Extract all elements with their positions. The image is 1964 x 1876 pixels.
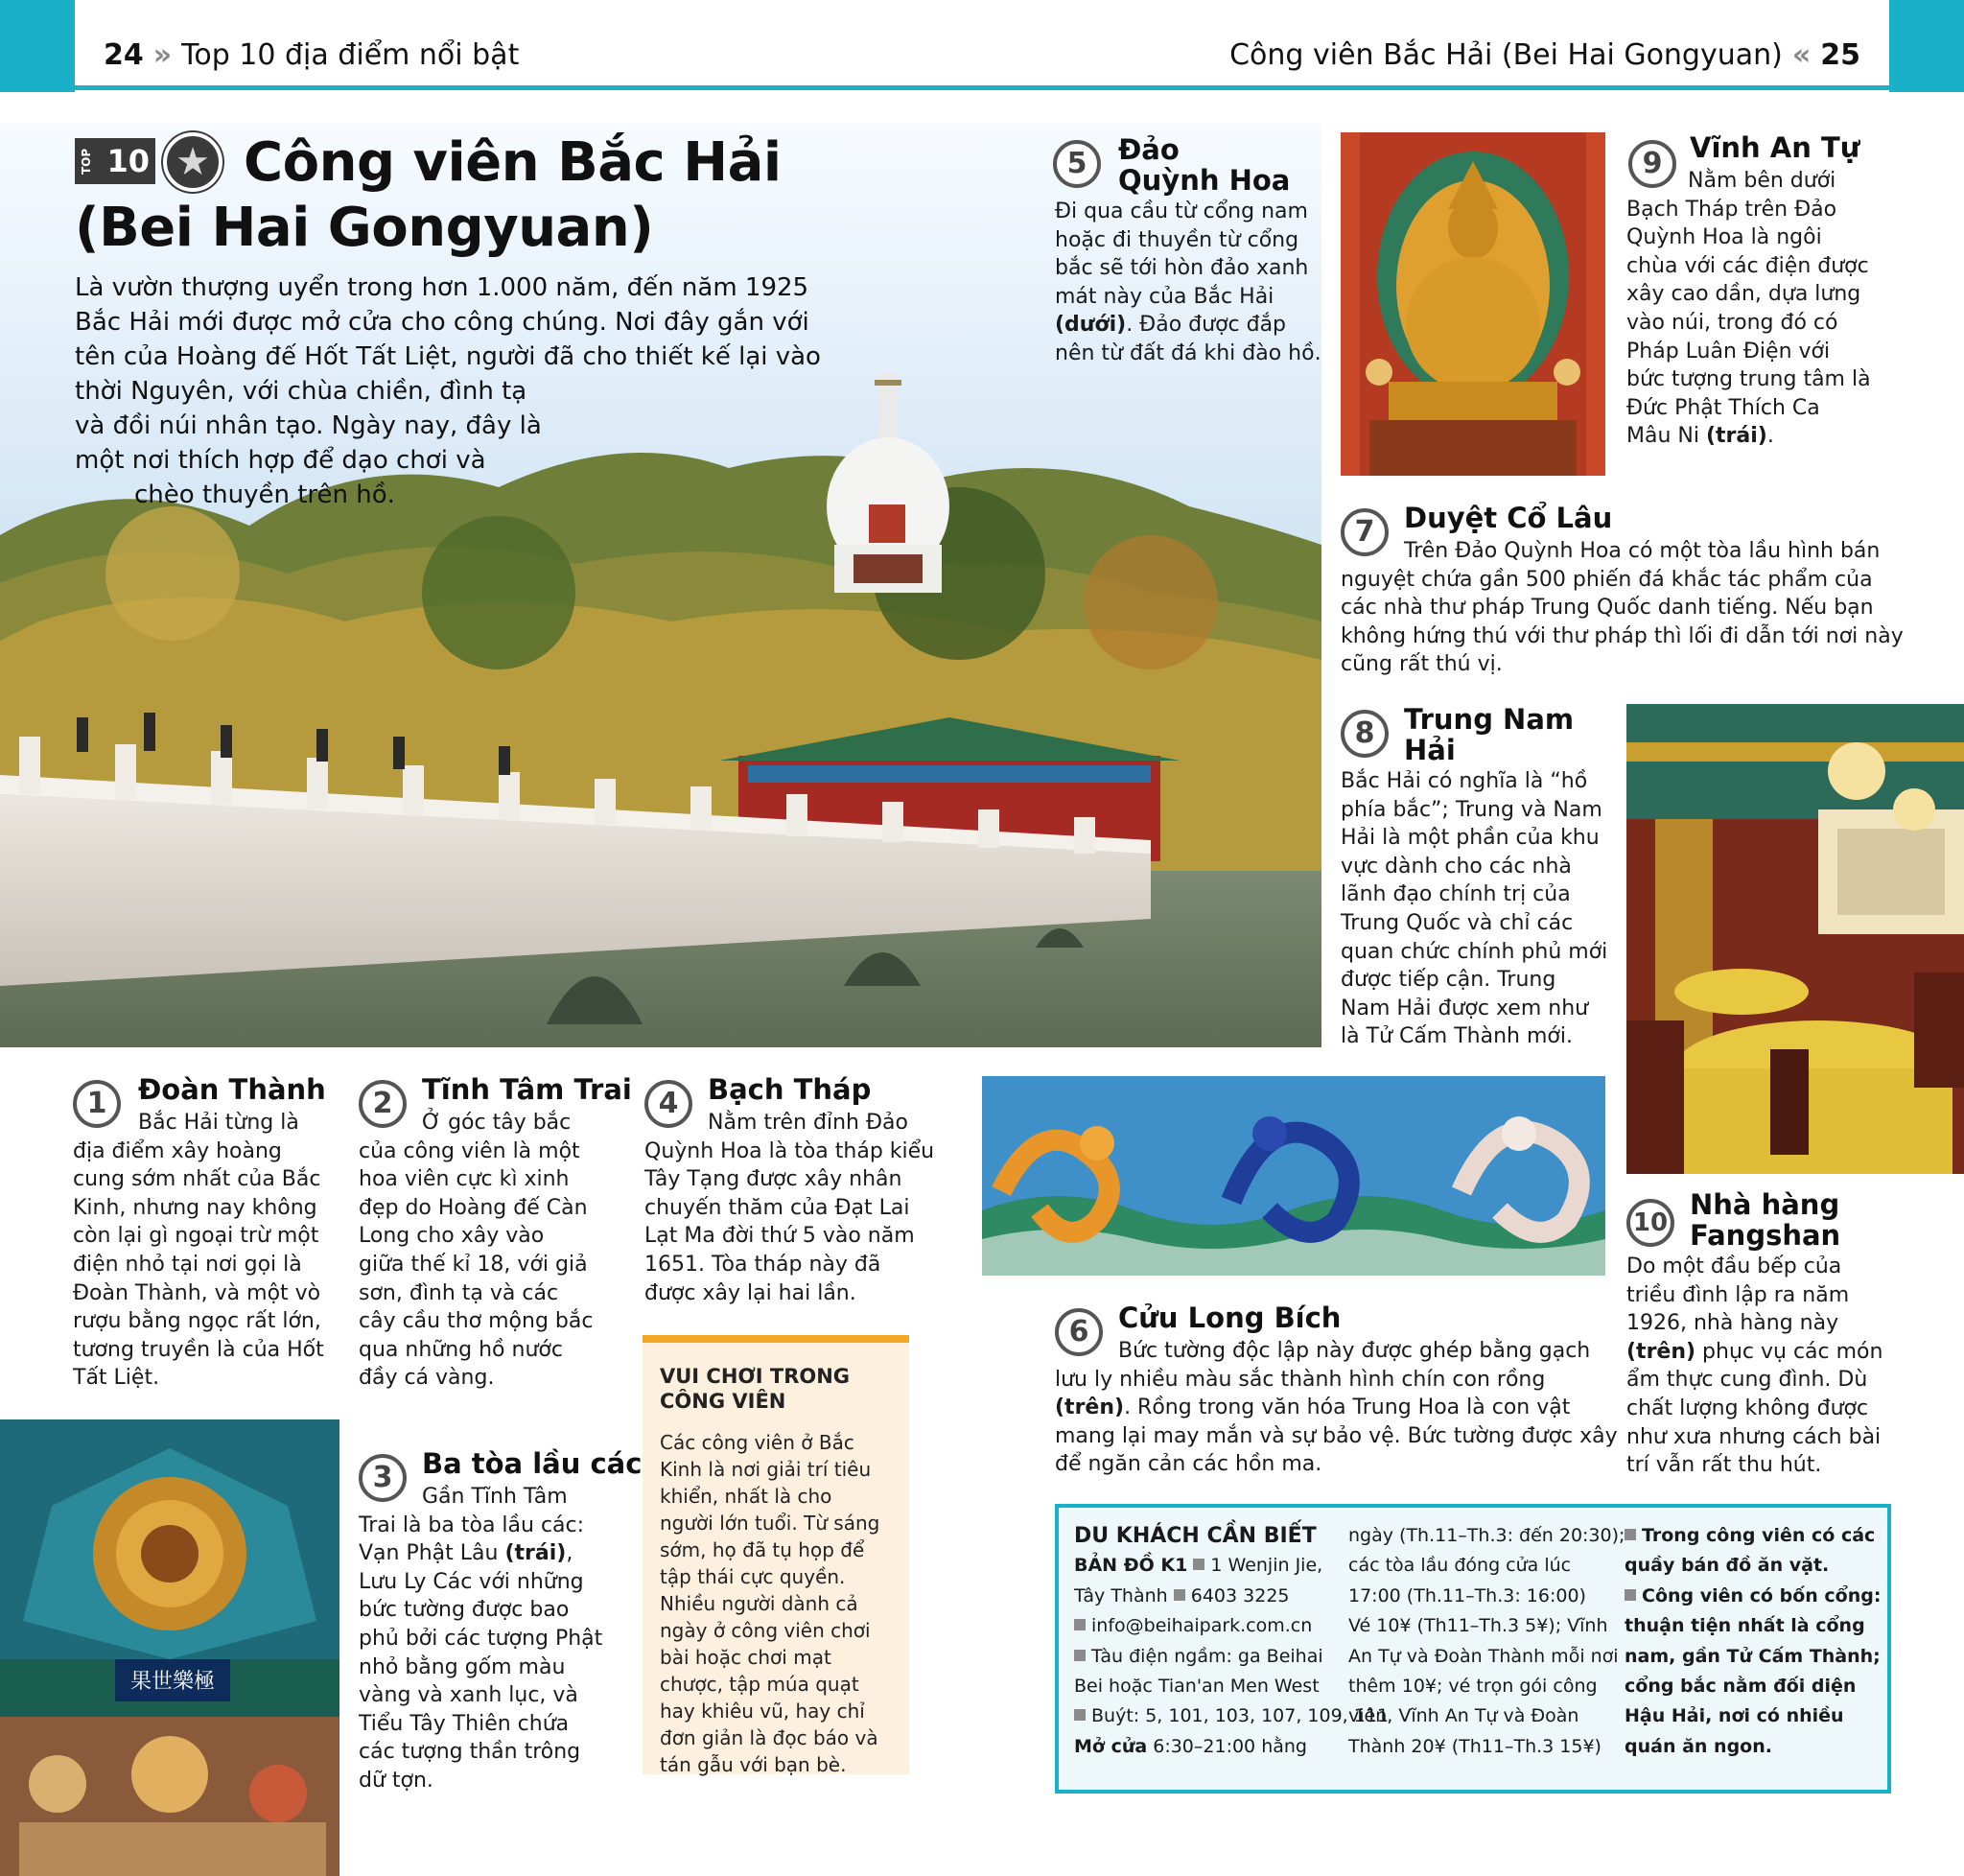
- number-6-icon: 6: [1055, 1308, 1103, 1356]
- tip-text: Hậu Hải, nơi có nhiều: [1625, 1705, 1844, 1727]
- body-line: đầy cá vàng.: [359, 1366, 495, 1391]
- subway-text: Bei hoặc Tian'an Men West: [1074, 1676, 1320, 1698]
- tip-text: quầy bán đồ ăn vặt.: [1625, 1555, 1830, 1577]
- bullet-square-icon: [1174, 1589, 1185, 1601]
- body-fragment: Vạn Phật Lâu: [359, 1541, 505, 1566]
- body-line: xây cao dần, dựa lưng: [1626, 282, 1861, 307]
- body-line: Đoàn Thành, và một vò: [73, 1280, 321, 1305]
- hours-line: [1074, 1732, 1331, 1762]
- section-5-title: [1118, 134, 1290, 196]
- body-line: Tất Liệt.: [73, 1366, 160, 1391]
- left-section-title: Top 10 địa điểm nổi bật: [181, 38, 520, 72]
- body-line: Bắc Hải có nghĩa là “hồ: [1341, 769, 1588, 793]
- body-line: Đức Phật Thích Ca: [1626, 395, 1820, 420]
- body-line: cung sớm nhất của Bắc: [73, 1167, 321, 1192]
- body-line: tương truyền là của Hốt: [73, 1337, 324, 1362]
- bus-line: [1074, 1701, 1390, 1731]
- body-line: điện nhỏ tại nơi gọi là: [73, 1252, 302, 1277]
- intro-line: và đồi núi nhân tạo. Ngày nay, đây là: [75, 411, 542, 440]
- star-icon: ★: [163, 132, 222, 192]
- bus-text: Buýt: 5, 101, 103, 107, 109, 111: [1091, 1705, 1390, 1727]
- section-8-title: [1404, 704, 1574, 765]
- body-line: ẩm thực cung đình. Dù: [1626, 1368, 1868, 1393]
- left-accent-bar: [0, 0, 75, 92]
- intro-line: Là vườn thượng uyển trong hơn 1.000 năm, đến năm 1925: [75, 273, 809, 302]
- price-text: Thành 20¥ (Th11–Th.3 15¥): [1348, 1735, 1602, 1757]
- body-fragment: phục vụ các món: [1695, 1339, 1883, 1364]
- body-line: Trai là ba tòa lầu các:: [359, 1513, 585, 1537]
- restaurant-photo: [1626, 704, 1964, 1174]
- body-line: 1651. Tòa tháp này đã: [644, 1252, 881, 1277]
- right-accent-bar: [1889, 0, 1964, 92]
- number-2-icon: 2: [359, 1080, 407, 1128]
- section-8-title-line: Hải: [1404, 734, 1456, 766]
- number-1-icon: 1: [73, 1080, 121, 1128]
- section-10-title: [1690, 1189, 1840, 1251]
- body-line: Nằm trên đỉnh Đảo: [708, 1111, 908, 1135]
- body-line: quan chức chính phủ mới: [1341, 939, 1608, 964]
- body-line: triều đình lập ra năm: [1626, 1282, 1850, 1307]
- photo-ref-label: (trên): [1626, 1339, 1696, 1364]
- body-line: Quỳnh Hoa là ngôi: [1626, 225, 1822, 250]
- body-line: [1055, 311, 1323, 340]
- body-line: Hải là một phần của khu: [1341, 826, 1600, 851]
- body-line: Bạch Tháp trên Đảo: [1626, 197, 1837, 222]
- bullet-square-icon: [1074, 1619, 1086, 1630]
- section-9-title: Vĩnh An Tự: [1690, 131, 1860, 164]
- body-line: Bức tường độc lập này được ghép bằng gạch: [1118, 1339, 1591, 1363]
- body-line: của công viên là một: [359, 1138, 580, 1163]
- photo-ref-label: (trái): [504, 1541, 567, 1566]
- body-line: nên từ đất đá khi đào hồ.: [1055, 340, 1321, 365]
- section-5-title-line: Đảo: [1118, 133, 1180, 166]
- intro-line: tên của Hoàng đế Hốt Tất Liệt, người đã cho thiết kế lại vào: [75, 342, 821, 371]
- price-text: An Tự và Đoàn Thành mỗi nơi: [1348, 1645, 1619, 1667]
- body-line: Bắc Hải từng là: [138, 1111, 299, 1135]
- phone-text: 6403 3225: [1190, 1584, 1290, 1606]
- header-rule: [75, 85, 1889, 90]
- body-line: sơn, đình tạ và các: [359, 1280, 559, 1305]
- body-line: được xây lại hai lần.: [644, 1280, 856, 1305]
- body-line: Ở góc tây bắc: [422, 1111, 572, 1135]
- body-line: địa điểm xây hoàng: [73, 1138, 282, 1163]
- chevron-right-icon: »: [152, 38, 173, 72]
- body-line: chuyến thăm của Đạt Lai: [644, 1195, 910, 1220]
- body-line: lãnh đạo chính trị của: [1341, 882, 1571, 907]
- sidebar-line: ngày ở công viên chơi: [660, 1619, 871, 1642]
- body-line: giữa thế kỉ 18, với giả: [359, 1252, 588, 1277]
- sidebar-line: đơn giản là đọc báo và: [660, 1726, 878, 1749]
- page-header: [0, 0, 1964, 92]
- body-line: Kinh, nhưng nay không: [73, 1195, 317, 1220]
- section-7-body: [1341, 537, 1904, 679]
- body-line: vàng và xanh lục, và: [359, 1683, 578, 1708]
- body-line: bắc sẽ tới hòn đảo xanh: [1055, 256, 1309, 281]
- email-link[interactable]: info@beihaipark.com.cn: [1091, 1615, 1313, 1637]
- body-line: [1626, 1338, 1914, 1367]
- sidebar-line: hay khiêu vũ, hay chỉ: [660, 1700, 865, 1723]
- body-line: để ngăn cản các hồn ma.: [1055, 1452, 1322, 1477]
- top10-label: [75, 138, 155, 184]
- body-line: mang lại may mắn và sự bảo vệ. Bức tường được xây: [1055, 1423, 1618, 1448]
- section-10-title-line: Nhà hàng: [1690, 1188, 1840, 1221]
- body-line: bức tường được bao: [359, 1598, 570, 1623]
- sidebar-box-title: [660, 1364, 892, 1414]
- sidebar-title-line: CÔNG VIÊN: [660, 1390, 786, 1413]
- price-text: thêm 10¥; vé trọn gói công: [1348, 1676, 1598, 1698]
- sidebar-line: Kinh là nơi giải trí tiêu: [660, 1458, 872, 1481]
- subway-text: Tàu điện ngầm: ga Beihai: [1091, 1645, 1323, 1667]
- page-title: Công viên Bắc Hải (Bei Hai Gongyuan): [75, 131, 782, 259]
- body-line: đẹp do Hoàng đế Càn: [359, 1195, 588, 1220]
- tip-text: Công viên có bốn cổng:: [1642, 1584, 1882, 1606]
- body-line: hoa viên cực kì xinh: [359, 1167, 570, 1192]
- body-line: bức tượng trung tâm là: [1626, 367, 1871, 392]
- tip-text: nam, gần Tử Cấm Thành;: [1625, 1645, 1881, 1667]
- body-line: Quỳnh Hoa là tòa tháp kiểu: [644, 1138, 935, 1163]
- sidebar-line: bài hoặc chơi mạt: [660, 1646, 831, 1669]
- tip-line: [1625, 1521, 1883, 1551]
- number-3-icon: 3: [359, 1454, 407, 1502]
- buddha-statue-photo: [1341, 132, 1605, 476]
- section-1-title: Đoàn Thành: [138, 1073, 326, 1106]
- map-address-line: [1074, 1551, 1331, 1581]
- map-ref-label: BẢN ĐỒ K1: [1074, 1555, 1188, 1577]
- section-8-body: [1341, 767, 1619, 1051]
- body-line: lưu ly nhiều màu sắc thành hình chín con rồng: [1055, 1367, 1546, 1392]
- section-6-title: Cửu Long Bích: [1118, 1301, 1342, 1334]
- sidebar-line: khiển, nhất là cho: [660, 1485, 832, 1508]
- number-4-icon: 4: [644, 1080, 692, 1128]
- body-fragment: ,: [566, 1541, 573, 1566]
- section-4-body: [644, 1109, 935, 1307]
- tip-text: thuận tiện nhất là cổng: [1625, 1615, 1865, 1637]
- body-fragment: .: [1766, 424, 1774, 449]
- body-line: [359, 1539, 637, 1568]
- top-label: TOP: [80, 148, 93, 175]
- temple-sign: 果世樂極: [129, 1670, 216, 1694]
- hours-text: các tòa lầu đóng cửa lúc: [1348, 1555, 1572, 1577]
- sidebar-line: chược, tập múa quạt: [660, 1673, 859, 1696]
- number-10-icon: 10: [1626, 1199, 1674, 1247]
- photo-ref-label: (trái): [1705, 424, 1767, 449]
- body-line: các tượng thần trông: [359, 1740, 581, 1765]
- top10-badge: [75, 132, 228, 188]
- intro-line: chèo thuyền trên hồ.: [134, 481, 395, 509]
- section-3-title: Ba tòa lầu các: [422, 1447, 643, 1480]
- photo-ref-label: (trên): [1055, 1395, 1125, 1420]
- body-line: chùa với các điện được: [1626, 253, 1869, 278]
- section-2-title: Tĩnh Tâm Trai: [422, 1073, 632, 1106]
- pavilion-interior-photo: [0, 1419, 339, 1876]
- body-line: cũng rất thú vị.: [1341, 652, 1503, 677]
- body-line: rượu bằng ngọc rất lớn,: [73, 1309, 321, 1334]
- sidebar-title-line: VUI CHƠI TRONG: [660, 1365, 851, 1388]
- tip-text: quán ăn ngon.: [1625, 1735, 1772, 1757]
- body-line: vực dành cho các nhà: [1341, 854, 1572, 879]
- body-line: nguyệt chứa gần 500 phiến đá khắc tác phẩm của: [1341, 567, 1873, 592]
- hours-label: Mở cửa: [1074, 1735, 1148, 1757]
- tip-line: [1625, 1582, 1883, 1611]
- number-5-icon: 5: [1053, 140, 1101, 188]
- nine-dragon-wall-photo: [982, 1076, 1605, 1276]
- section-6-body: [1055, 1337, 1618, 1479]
- photo-ref-label: (dưới): [1055, 313, 1127, 338]
- info-column-3: [1625, 1521, 1883, 1762]
- body-line: 1926, nhà hàng này: [1626, 1311, 1839, 1336]
- subway-line: [1074, 1642, 1331, 1672]
- body-line: [1055, 1394, 1611, 1422]
- body-line: các nhà thư pháp Trung Quốc danh tiếng. Nếu bạn: [1341, 596, 1874, 621]
- section-4-title: Bạch Tháp: [708, 1073, 872, 1106]
- price-text: Vé 10¥ (Th11–Th.3 5¥); Vĩnh: [1348, 1615, 1608, 1637]
- right-page-number: 25: [1820, 38, 1860, 72]
- price-text: viên, Vĩnh An Tự và Đoàn: [1348, 1705, 1579, 1727]
- body-line: phủ bởi các tượng Phật: [359, 1626, 603, 1651]
- info-column-1: [1074, 1521, 1390, 1762]
- body-line: nhỏ bằng gốm màu: [359, 1654, 566, 1679]
- right-section-title: Công viên Bắc Hải (Bei Hai Gongyuan): [1229, 38, 1783, 72]
- top10-number: 10: [106, 143, 150, 179]
- right-running-head: [1229, 38, 1860, 72]
- tip-text: Trong công viên có các: [1642, 1525, 1876, 1546]
- body-line: Gần Tĩnh Tâm: [422, 1485, 568, 1509]
- info-column-2: [1348, 1521, 1625, 1762]
- bullet-square-icon: [1193, 1559, 1204, 1570]
- sidebar-line: sớm, họ đã tụ họp để: [660, 1538, 865, 1561]
- bullet-square-icon: [1074, 1650, 1086, 1661]
- body-fragment: . Rồng trong văn hóa Trung Hoa là con vật: [1124, 1395, 1571, 1420]
- body-line: Lưu Ly Các với những: [359, 1569, 584, 1594]
- bullet-square-icon: [1625, 1529, 1636, 1540]
- bullet-square-icon: [1625, 1589, 1636, 1601]
- intro-line: Bắc Hải mới được mở cửa cho công chúng. Nơi đây gắn với: [75, 308, 809, 337]
- body-line: còn lại gì ngoại trừ một: [73, 1224, 319, 1249]
- body-line: được tiếp cận. Trung: [1341, 968, 1556, 993]
- left-running-head: [104, 38, 519, 72]
- body-line: vào núi, trong đó có: [1626, 310, 1838, 335]
- body-fragment: Mâu Ni: [1626, 424, 1706, 449]
- hours-text: 6:30–21:00 hằng: [1147, 1735, 1307, 1757]
- sidebar-box-fun-in-park: [643, 1335, 909, 1774]
- section-8-title-line: Trung Nam: [1404, 703, 1575, 736]
- body-line: Nằm bên dưới: [1688, 169, 1836, 193]
- district-phone-line: [1074, 1582, 1331, 1611]
- body-line: Đi qua cầu từ cổng nam: [1055, 199, 1308, 223]
- body-line: Pháp Luân Điện với: [1626, 339, 1831, 363]
- intro-paragraph: [75, 270, 832, 512]
- chevron-left-icon: «: [1791, 38, 1812, 72]
- section-10-title-line: Fangshan: [1690, 1219, 1841, 1252]
- sidebar-line: tập thái cực quyền.: [660, 1565, 846, 1588]
- intro-line: thời Nguyên, với chùa chiền, đình tạ: [75, 377, 527, 406]
- body-line: Trung Quốc và chỉ các: [1341, 910, 1574, 935]
- sidebar-line: Các công viên ở Bắc: [660, 1431, 854, 1454]
- body-line: Nam Hải được xem như: [1341, 996, 1589, 1020]
- sidebar-line: người lớn tuổi. Từ sáng: [660, 1512, 880, 1535]
- body-line: [1626, 422, 1914, 451]
- hours-text: ngày (Th.11–Th.3: đến 20:30);: [1348, 1525, 1625, 1546]
- email-line: [1074, 1611, 1331, 1641]
- number-7-icon: 7: [1341, 508, 1389, 556]
- body-line: không hứng thú với thư pháp thì lối đi dẫn tới nơi này: [1341, 623, 1904, 648]
- section-10-body: [1626, 1253, 1914, 1480]
- section-9-body: [1626, 167, 1914, 451]
- left-page-number: 24: [104, 38, 144, 72]
- intro-line: một nơi thích hợp để dạo chơi và: [75, 446, 486, 475]
- body-line: phía bắc”; Trung và Nam: [1341, 797, 1602, 822]
- body-line: Trên Đảo Quỳnh Hoa có một tòa lầu hình bán: [1404, 539, 1881, 563]
- address-text: 1 Wenjin Jie,: [1210, 1555, 1323, 1577]
- body-line: mát này của Bắc Hải: [1055, 284, 1274, 309]
- section-1-body: [73, 1109, 351, 1393]
- title-block: [75, 130, 842, 261]
- hours-text: 17:00 (Th.11–Th.3: 16:00): [1348, 1584, 1586, 1606]
- bullet-square-icon: [1074, 1709, 1086, 1721]
- body-line: là Tử Cấm Thành mới.: [1341, 1024, 1573, 1049]
- section-3-body: [359, 1483, 637, 1795]
- body-line: Lạt Ma đời thứ 5 vào năm: [644, 1224, 915, 1249]
- district-text: Tây Thành: [1074, 1584, 1168, 1606]
- info-box-title: DU KHÁCH CẦN BIẾT: [1074, 1524, 1317, 1548]
- visitor-info-box: [1055, 1504, 1891, 1794]
- body-line: Long cho xây vào: [359, 1224, 545, 1249]
- sidebar-line: Nhiều người dành cả: [660, 1592, 858, 1615]
- tip-text: cổng bắc nằm đối diện: [1625, 1676, 1857, 1698]
- body-line: như xưa nhưng cách bài: [1626, 1424, 1882, 1449]
- number-8-icon: 8: [1341, 710, 1389, 758]
- body-line: trí vẫn rất thu hút.: [1626, 1453, 1822, 1478]
- body-line: chất lượng không được: [1626, 1395, 1869, 1420]
- sidebar-box-text: [660, 1429, 892, 1778]
- sidebar-line: tán gẫu với bạn bè.: [660, 1753, 847, 1776]
- body-line: Do một đầu bếp của: [1626, 1255, 1842, 1278]
- body-fragment: . Đảo được đắp: [1126, 313, 1287, 338]
- section-2-body: [359, 1109, 637, 1393]
- section-7-title: Duyệt Cổ Lâu: [1404, 502, 1613, 534]
- section-5-title-line: Quỳnh Hoa: [1118, 164, 1291, 197]
- section-5-body: [1055, 198, 1323, 368]
- body-line: dữ tợn.: [359, 1768, 433, 1793]
- body-line: Tây Tạng được xây nhân: [644, 1167, 902, 1192]
- number-9-icon: 9: [1628, 140, 1676, 188]
- body-line: cây cầu thơ mộng bắc: [359, 1309, 594, 1334]
- body-line: hoặc đi thuyền từ cổng: [1055, 227, 1299, 252]
- body-line: qua những hồ nước: [359, 1337, 563, 1362]
- body-line: Tiểu Tây Thiên chứa: [359, 1711, 570, 1736]
